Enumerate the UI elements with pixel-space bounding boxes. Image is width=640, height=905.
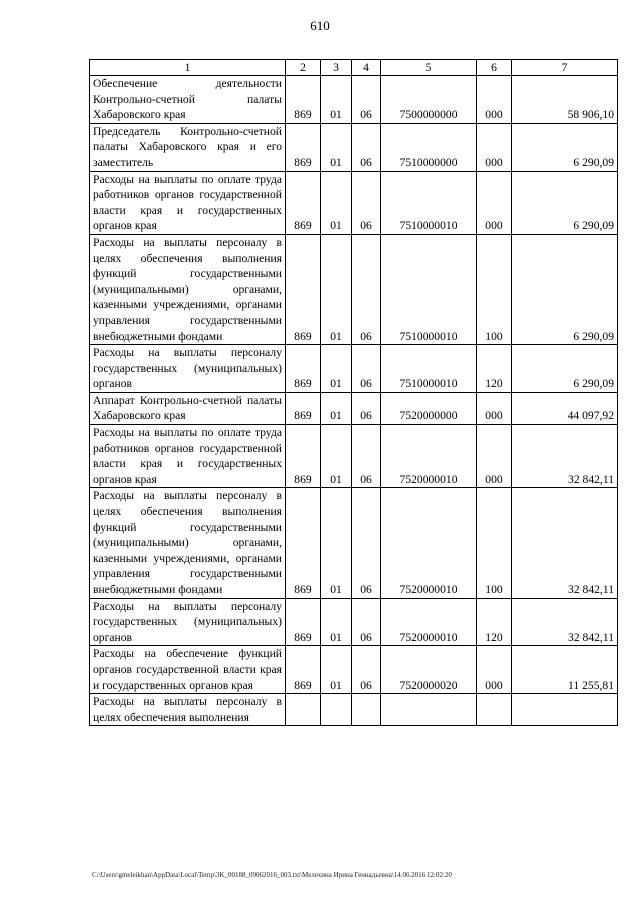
row-admin-code: 869 [286,425,321,488]
page-number: 610 [310,18,330,33]
row-expense-type: 000 [477,646,512,694]
table-row [90,694,618,726]
row-admin-code: 869 [286,345,321,393]
row-admin-code: 869 [286,76,321,124]
row-amount: 6 290,09 [512,123,618,171]
row-admin-code: 869 [286,234,321,344]
row-section-code: 01 [321,345,352,393]
row-subsection-code: 06 [352,234,381,344]
table-row [90,425,618,488]
table-row [90,345,618,393]
row-section-code [321,694,352,726]
row-expense-type: 100 [477,488,512,598]
row-admin-code: 869 [286,598,321,646]
row-target-article: 7500000000 [381,76,477,124]
row-expense-type: 120 [477,598,512,646]
row-description: Расходы на выплаты по оплате труда работников органов государственной власти края и государственных органов края [90,425,286,488]
row-subsection-code [352,694,381,726]
row-description: Расходы на обеспечение функций органов государственной власти края и государственных органов края [90,646,286,694]
row-subsection-code: 06 [352,171,381,234]
table-row [90,76,618,124]
row-section-code: 01 [321,234,352,344]
row-section-code: 01 [321,76,352,124]
row-admin-code: 869 [286,392,321,424]
table-header-row [90,60,618,76]
row-amount: 6 290,09 [512,345,618,393]
footer-file-path: C:\Users\gmeleikhan\AppData\Local\Temp\3K_00188_09062016_003.txt\Мелехина Ирина Геннадьевна\14.06.2016 12:02:20 [92,871,452,879]
table-row [90,123,618,171]
row-section-code: 01 [321,123,352,171]
row-description: Расходы на выплаты персоналу в целях обеспечения выполнения функций государственными (муниципальными) органами, казенными учреждениями, органами управления государственными внебюджетными фондами [90,488,286,598]
row-target-article: 7510000010 [381,345,477,393]
row-subsection-code: 06 [352,425,381,488]
row-target-article: 7520000000 [381,392,477,424]
row-description: Аппарат Контрольно-счетной палаты Хабаровского края [90,392,286,424]
row-target-article: 7510000010 [381,234,477,344]
row-section-code: 01 [321,598,352,646]
row-description: Расходы на выплаты персоналу государственных (муниципальных) органов [90,345,286,393]
row-description: Расходы на выплаты по оплате труда работников органов государственной власти края и государственных органов края [90,171,286,234]
row-subsection-code: 06 [352,392,381,424]
column-header: 5 [381,60,477,76]
table-row [90,171,618,234]
row-target-article [381,694,477,726]
column-header: 7 [512,60,618,76]
row-section-code: 01 [321,425,352,488]
row-amount: 32 842,11 [512,425,618,488]
table-row [90,646,618,694]
table-row [90,234,618,344]
column-header: 2 [286,60,321,76]
row-amount: 32 842,11 [512,488,618,598]
column-header: 6 [477,60,512,76]
table-row [90,392,618,424]
row-amount: 44 097,92 [512,392,618,424]
row-admin-code: 869 [286,646,321,694]
row-expense-type: 000 [477,123,512,171]
row-expense-type: 000 [477,171,512,234]
row-section-code: 01 [321,171,352,234]
row-amount [512,694,618,726]
row-target-article: 7520000010 [381,425,477,488]
row-amount: 58 906,10 [512,76,618,124]
row-target-article: 7510000000 [381,123,477,171]
row-section-code: 01 [321,392,352,424]
row-section-code: 01 [321,488,352,598]
row-subsection-code: 06 [352,345,381,393]
row-amount: 6 290,09 [512,234,618,344]
table-row [90,488,618,598]
row-description: Расходы на выплаты персоналу в целях обеспечения выполнения [90,694,286,726]
row-subsection-code: 06 [352,488,381,598]
row-admin-code: 869 [286,488,321,598]
column-header: 4 [352,60,381,76]
table-row [90,598,618,646]
row-subsection-code: 06 [352,598,381,646]
column-header: 3 [321,60,352,76]
row-description: Расходы на выплаты персоналу государственных (муниципальных) органов [90,598,286,646]
row-target-article: 7520000020 [381,646,477,694]
row-amount: 32 842,11 [512,598,618,646]
row-expense-type: 000 [477,425,512,488]
row-target-article: 7520000010 [381,598,477,646]
row-target-article: 7510000010 [381,171,477,234]
row-subsection-code: 06 [352,76,381,124]
row-expense-type: 000 [477,76,512,124]
row-expense-type: 100 [477,234,512,344]
row-description: Обеспечение деятельности Контрольно-счетной палаты Хабаровского края [90,76,286,124]
row-admin-code: 869 [286,171,321,234]
row-section-code: 01 [321,646,352,694]
row-description: Председатель Контрольно-счетной палаты Хабаровского края и его заместитель [90,123,286,171]
row-subsection-code: 06 [352,123,381,171]
row-amount: 11 255,81 [512,646,618,694]
row-admin-code: 869 [286,123,321,171]
row-admin-code [286,694,321,726]
row-expense-type [477,694,512,726]
row-amount: 6 290,09 [512,171,618,234]
row-description: Расходы на выплаты персоналу в целях обеспечения выполнения функций государственными (муниципальными) органами, казенными учреждениями, органами управления государственными внебюджетными фондами [90,234,286,344]
row-expense-type: 000 [477,392,512,424]
row-expense-type: 120 [477,345,512,393]
row-target-article: 7520000010 [381,488,477,598]
budget-table [89,59,618,726]
row-subsection-code: 06 [352,646,381,694]
column-header: 1 [90,60,286,76]
